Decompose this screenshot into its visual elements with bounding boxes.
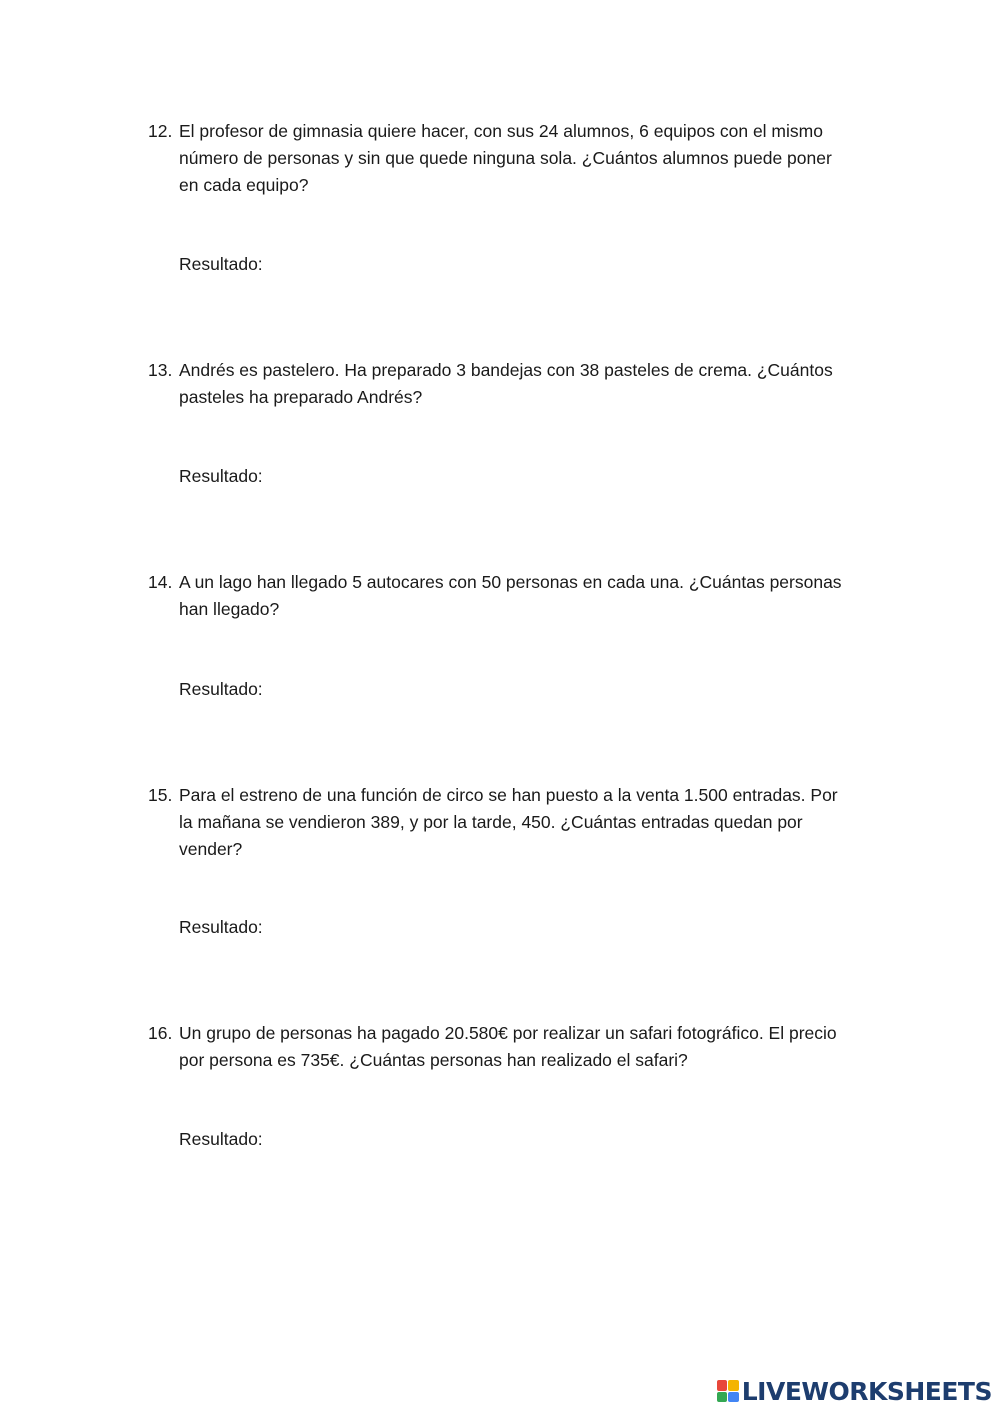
question-text-line: Andrés es pastelero. Ha preparado 3 bandejas con 38 pasteles de crema. ¿Cuántos (179, 360, 833, 380)
question-text-line: por persona es 735€. ¿Cuántas personas han realizado el safari? (179, 1050, 688, 1070)
logo-mark-tile (728, 1392, 739, 1403)
question-number: 16. (148, 1023, 173, 1043)
question-text-line: El profesor de gimnasia quiere hacer, con sus 24 alumnos, 6 equipos con el mismo (179, 121, 823, 141)
question-text-line: la mañana se vendieron 389, y por la tarde, 450. ¿Cuántas entradas quedan por (179, 812, 803, 832)
logo-mark-tile (717, 1380, 728, 1391)
answer-input-12[interactable] (275, 253, 519, 279)
question-number: 12. (148, 121, 173, 141)
result-label: Resultado: (179, 917, 263, 937)
logo-mark-tile (717, 1392, 728, 1403)
logo-mark-tile (728, 1380, 739, 1391)
question-16 (148, 1020, 878, 1074)
question-text-line: en cada equipo? (179, 175, 309, 195)
question-12 (148, 118, 878, 199)
question-text-line: número de personas y sin que quede ninguna sola. ¿Cuántos alumnos puede poner (179, 148, 832, 168)
answer-input-14[interactable] (275, 678, 519, 704)
result-label: Resultado: (179, 466, 263, 486)
question-text-line: han llegado? (179, 599, 280, 619)
answer-input-13[interactable] (275, 465, 519, 491)
question-13 (148, 357, 878, 411)
question-14 (148, 569, 878, 623)
liveworksheets-logo (717, 1377, 992, 1405)
question-number: 15. (148, 785, 173, 805)
result-label: Resultado: (179, 679, 263, 699)
question-text-line: Para el estreno de una función de circo se han puesto a la venta 1.500 entradas. Por (179, 785, 838, 805)
logo-text: LIVEWORKSHEETS (741, 1376, 992, 1406)
result-label: Resultado: (179, 254, 263, 274)
question-text-line: pasteles ha preparado Andrés? (179, 387, 423, 407)
question-number: 14. (148, 572, 173, 592)
question-text-line: A un lago han llegado 5 autocares con 50 personas en cada una. ¿Cuántas personas (179, 572, 842, 592)
answer-input-15[interactable] (275, 916, 519, 942)
question-15 (148, 782, 878, 863)
answer-input-16[interactable] (275, 1128, 519, 1154)
logo-mark-icon (717, 1380, 739, 1402)
question-text-line: vender? (179, 839, 243, 859)
result-label: Resultado: (179, 1129, 263, 1149)
question-number: 13. (148, 360, 173, 380)
question-text-line: Un grupo de personas ha pagado 20.580€ por realizar un safari fotográfico. El precio (179, 1023, 837, 1043)
